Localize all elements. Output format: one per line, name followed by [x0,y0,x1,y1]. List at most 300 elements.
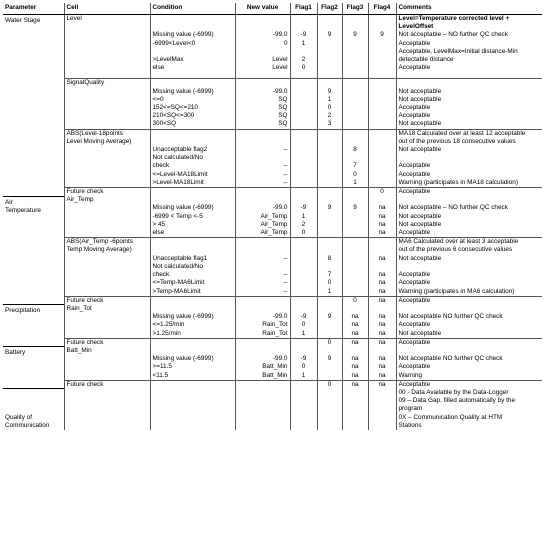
table-row [3,238,542,247]
comment: Acceptable [396,229,542,238]
comment: Acceptable [396,296,542,305]
comment: Warning [396,372,542,381]
flag1 [290,154,317,162]
flag1: -9 [290,31,317,39]
flag1: 0 [290,321,317,329]
flag1 [290,188,317,197]
flag1 [290,104,317,112]
comment [396,196,542,204]
table-row [3,355,542,363]
comment: Not acceptable [396,213,542,221]
flag2: 3 [317,120,342,129]
condition [150,79,235,88]
flag4 [368,422,396,430]
flag4: na [368,229,396,238]
flag1 [290,279,317,287]
cell-name [64,179,150,188]
comment: Not acceptable NO further QC check [396,313,542,321]
table-row [3,321,542,329]
table-row [3,389,542,397]
new-value [235,246,290,254]
flag1 [290,88,317,96]
table-row [3,372,542,381]
flag2: 0 [317,279,342,287]
flag2: 1 [317,288,342,297]
condition: >Temp-MA6Limit [150,288,235,297]
comment [396,79,542,88]
table-row [3,40,542,48]
flag1: 0 [290,363,317,371]
new-value: Air_Temp [235,229,290,238]
cell-name [64,213,150,221]
flag3 [342,88,368,96]
flag4 [368,196,396,204]
flag2 [317,414,342,422]
comment: out of the previous 6 consecutive values [396,246,542,254]
flag1 [290,171,317,179]
table-row [3,48,542,56]
comment: Acceptable [396,112,542,120]
comment: Warning (participates in MA18 calculation) [396,179,542,188]
new-value: -99.0 [235,31,290,39]
flag2: 0 [317,104,342,112]
flag3: 8 [342,146,368,154]
flag1: -9 [290,313,317,321]
flag3: 0 [342,171,368,179]
table-row [3,229,542,238]
condition [150,414,235,422]
flag4 [368,171,396,179]
new-value: 0 [235,40,290,48]
flag3: na [342,338,368,347]
header-flag2: Flag2 [317,3,342,15]
comment: Not acceptable NO further QC check [396,355,542,363]
comment: Acceptable [396,279,542,287]
new-value [235,338,290,347]
flag1 [290,179,317,188]
parameter-label: Water Stage [5,17,41,24]
comment: program [396,405,542,413]
condition: else [150,64,235,72]
flag2 [317,40,342,48]
flag1 [290,347,317,355]
condition [150,422,235,430]
flag4 [368,263,396,271]
flag2 [317,238,342,247]
flag3: 9 [342,204,368,212]
flag1 [290,238,317,247]
flag3 [342,255,368,263]
header-new-value: New value [235,3,290,15]
parameter-label: Precipitation [5,307,41,315]
table-row [3,179,542,188]
new-value: SQ [235,96,290,104]
comment: 0X – Communication Quality at HTM [396,414,542,422]
cell-name [64,146,150,154]
flag2 [317,405,342,413]
flag3: 1 [342,179,368,188]
flag4 [368,96,396,104]
new-value [235,397,290,405]
cell-name: Rain_Tot [64,305,150,313]
flag2 [317,213,342,221]
flag1 [290,288,317,297]
cell-name [64,104,150,112]
comment: Acceptable [396,188,542,197]
cell-name [64,330,150,339]
table-row [3,330,542,339]
cell-name [64,372,150,381]
comment: Acceptable [396,171,542,179]
flag3: na [342,372,368,381]
flag1: 1 [290,330,317,339]
flag1: -9 [290,355,317,363]
comment: Acceptable [396,40,542,48]
cell-name [64,355,150,363]
flag4: na [368,288,396,297]
new-value [235,380,290,389]
new-value: -- [235,288,290,297]
table-row [3,422,542,430]
table-row [3,64,542,72]
table-row [3,171,542,179]
table-row [3,313,542,321]
condition: Missing value (-6999) [150,88,235,96]
flag1 [290,263,317,271]
condition: <11.5 [150,372,235,381]
comment: Acceptable [396,363,542,371]
cell-name [64,313,150,321]
comment: MA6 Calculated over at least 3 acceptable [396,238,542,247]
flag1 [290,305,317,313]
table-row [3,204,542,212]
table-row [3,96,542,104]
flag3 [342,154,368,162]
cell-name: Future check [64,380,150,389]
condition: Unacceptable flag2 [150,146,235,154]
flag3: 9 [342,31,368,39]
condition: check [150,271,235,279]
flag2 [317,363,342,371]
flag4: na [368,255,396,263]
flag2: 9 [317,204,342,212]
condition [150,196,235,204]
flag4: na [368,355,396,363]
flag1 [290,162,317,170]
comment: Warning (participates in MA6 calculation) [396,288,542,297]
cell-name [64,397,150,405]
comment: Not acceptable [396,255,542,263]
flag2: 0 [317,380,342,389]
flag2 [317,246,342,254]
flag3 [342,279,368,287]
parameter-label: Communication [5,421,50,429]
new-value: -99.0 [235,88,290,96]
flag1 [290,196,317,204]
table-row [3,88,542,96]
new-value: Rain_Tot [235,321,290,329]
flag2 [317,330,342,339]
table-row [3,263,542,271]
flag4 [368,112,396,120]
condition: <=Temp-MA6Limit [150,279,235,287]
condition: -6999 < Temp <-5 [150,213,235,221]
flag3 [342,138,368,146]
table-row [3,129,542,138]
flag4: na [368,271,396,279]
parameter-cell [3,15,64,197]
header-cell: Cell [64,3,150,15]
cell-name [64,389,150,397]
condition: 152<=SQ<=210 [150,104,235,112]
flag1: 1 [290,40,317,48]
table-row [3,347,542,355]
condition: -6999<Level<0 [150,40,235,48]
cell-name: Future check [64,296,150,305]
comment [396,305,542,313]
condition: 210<SQ<=300 [150,112,235,120]
condition: else [150,229,235,238]
flag3: na [342,321,368,329]
condition [150,380,235,389]
flag3 [342,56,368,64]
new-value: SQ [235,120,290,129]
parameter-label: Quality of [5,413,32,421]
flag2 [317,162,342,170]
comment [396,154,542,162]
condition: >LevelMax [150,56,235,64]
comment: Acceptable [396,104,542,112]
comment: Acceptable [396,380,542,389]
table-row [3,296,542,305]
flag4 [368,79,396,88]
comment: Not acceptable [396,221,542,229]
flag4 [368,146,396,154]
table-row [3,138,542,146]
flag2 [317,296,342,305]
flag4 [368,56,396,64]
flag2: 9 [317,88,342,96]
flag3 [342,104,368,112]
flag2 [317,146,342,154]
condition [150,389,235,397]
header-flag4: Flag4 [368,3,396,15]
table-row [3,397,542,405]
header-comments: Comments [396,3,542,15]
table-row [3,246,542,254]
comment: out of the previous 18 consecutive values [396,138,542,146]
new-value: Batt_Min [235,372,290,381]
flag2: 0 [317,338,342,347]
comment: Not acceptable [396,88,542,96]
comment: Acceptable [396,321,542,329]
comment: Not acceptable [396,330,542,339]
flag4: na [368,296,396,305]
table-row [3,405,542,413]
flag4: na [368,213,396,221]
flag2 [317,196,342,204]
flag4 [368,40,396,48]
condition: <=1.25/min [150,321,235,329]
new-value [235,263,290,271]
flag3 [342,221,368,229]
flag1 [290,422,317,430]
flag4 [368,15,396,32]
new-value: Air_Temp [235,213,290,221]
condition [150,48,235,56]
new-value [235,305,290,313]
table-row [3,162,542,170]
cell-name [64,31,150,39]
new-value [235,138,290,146]
cell-name [64,120,150,129]
cell-name: ABS(Level-18points [64,129,150,138]
cell-name [64,88,150,96]
flag1 [290,120,317,129]
table-row [3,120,542,129]
header-row [3,3,542,15]
flag3 [342,48,368,56]
condition: <=0 [150,96,235,104]
parameter-cell [3,305,64,347]
condition: Missing value (-6999) [150,31,235,39]
comment: Acceptable, LevelMax=Initial distance-Min [396,48,542,56]
flag3 [342,263,368,271]
parameter-label: Battery [5,349,26,357]
new-value [235,414,290,422]
flag1: -9 [290,204,317,212]
comment: MA18 Calculated over at least 12 acceptable [396,129,542,138]
condition: Missing value (-6999) [150,204,235,212]
cell-name [64,363,150,371]
condition [150,305,235,313]
flag4: na [368,338,396,347]
cell-name [64,288,150,297]
flag4 [368,120,396,129]
table-row [3,213,542,221]
new-value [235,79,290,88]
comment: Not acceptable – NO further QC check [396,31,542,39]
flag2 [317,221,342,229]
new-value [235,347,290,355]
table-row [3,279,542,287]
new-value: -- [235,279,290,287]
cell-name: Level [64,15,150,32]
flag4: na [368,321,396,329]
flag1 [290,397,317,405]
flag3 [342,112,368,120]
table-row [3,79,542,88]
table-row [3,221,542,229]
table-row [3,271,542,279]
flag1: 1 [290,213,317,221]
flag3 [342,15,368,32]
table-row [3,188,542,197]
flag4 [368,138,396,146]
table-row [3,363,542,371]
parameter-label: Temperature [5,206,41,214]
flag4 [368,154,396,162]
flag3 [342,79,368,88]
comment: Not acceptable – NO further QC check [396,204,542,212]
flag2 [317,263,342,271]
condition [150,338,235,347]
flag3: na [342,330,368,339]
flag3 [342,40,368,48]
condition [150,296,235,305]
flag1: 2 [290,56,317,64]
table-row [3,56,542,64]
table-row [3,112,542,120]
new-value: -99.0 [235,204,290,212]
flag4 [368,414,396,422]
condition: check [150,162,235,170]
new-value: -- [235,179,290,188]
new-value: SQ [235,104,290,112]
new-value: Air_Temp [235,221,290,229]
new-value [235,422,290,430]
flag1 [290,405,317,413]
new-value: Batt_Min [235,363,290,371]
flag3 [342,229,368,238]
flag4 [368,104,396,112]
flag1 [290,246,317,254]
table-row [3,15,542,32]
flag4: na [368,204,396,212]
flag4: na [368,372,396,381]
new-value [235,196,290,204]
cell-name [64,96,150,104]
comment: Acceptable [396,271,542,279]
condition: >Level-MA18Limit [150,179,235,188]
flag4 [368,162,396,170]
cell-name: Future check [64,188,150,197]
flag3 [342,288,368,297]
flag3: na [342,363,368,371]
table-row [3,196,542,204]
table-row [3,146,542,154]
cell-name [64,263,150,271]
flag2 [317,179,342,188]
cell-name [64,279,150,287]
condition [150,347,235,355]
flag1: 2 [290,221,317,229]
flag1 [290,389,317,397]
flag3: 7 [342,162,368,170]
table-row [3,255,542,263]
flag2 [317,389,342,397]
comment: Not acceptable [396,96,542,104]
comment: Not acceptable [396,146,542,154]
cell-name [64,154,150,162]
new-value: -99.0 [235,313,290,321]
flag1 [290,48,317,56]
flag1 [290,112,317,120]
flag4 [368,88,396,96]
flag3 [342,397,368,405]
flag3 [342,271,368,279]
flag3 [342,246,368,254]
flag2 [317,188,342,197]
condition [150,15,235,32]
parameter-cell [3,389,64,430]
new-value: Level [235,56,290,64]
cell-name [64,221,150,229]
new-value [235,188,290,197]
new-value [235,238,290,247]
cell-name [64,204,150,212]
condition: >1.25/min [150,330,235,339]
